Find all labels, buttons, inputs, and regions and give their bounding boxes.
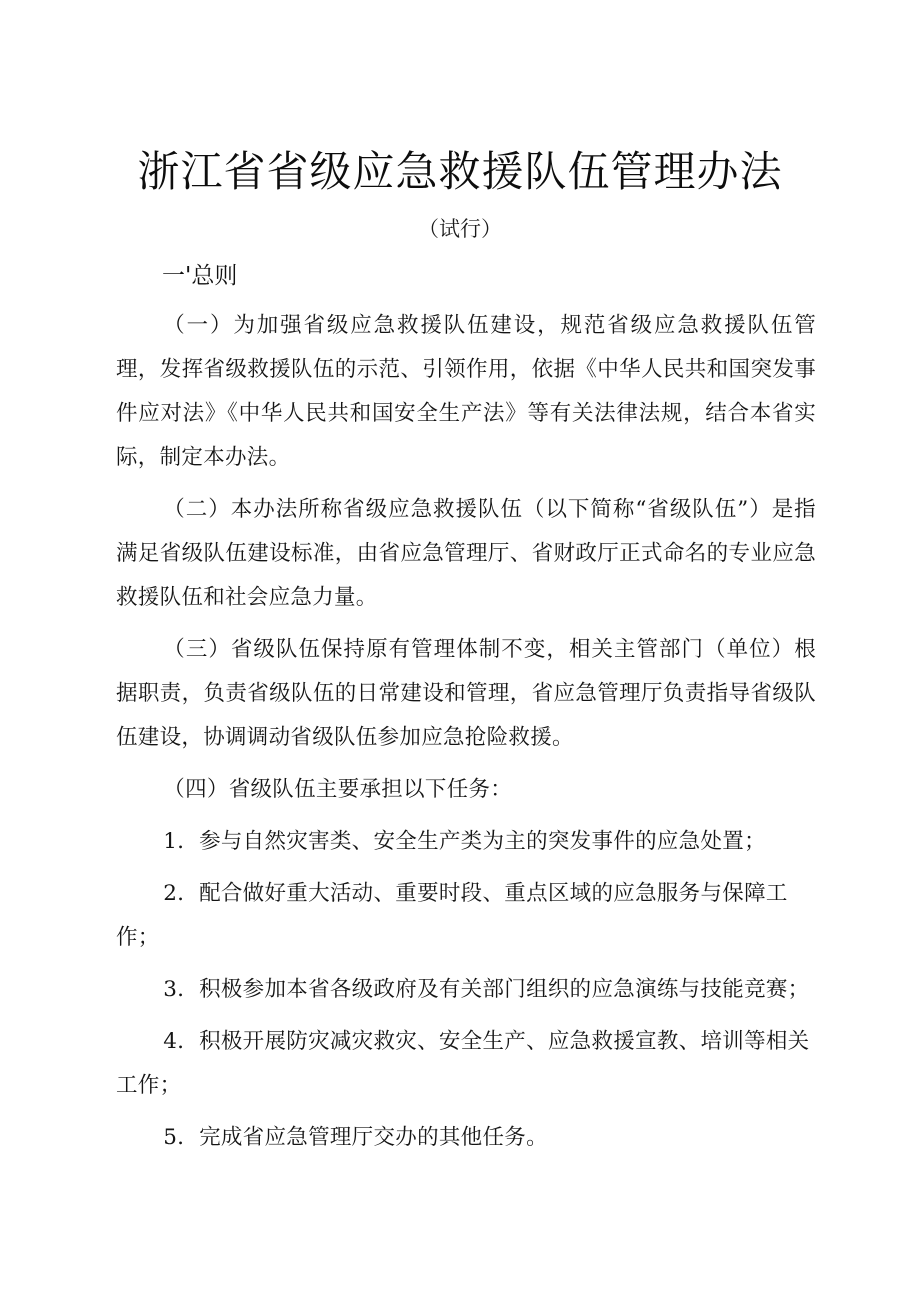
list-item-2: 2．配合做好重大活动、重要时段、重点区域的应急服务与保障工作； (116, 881, 788, 950)
list-item-5: 5．完成省应急管理厅交办的其他任务。 (163, 1125, 548, 1150)
list-item-4: 4．积极开展防灾减灾救灾、安全生产、应急救援宣教、培训等相关工作； (116, 1029, 810, 1098)
list-item-1: 1．参与自然灾害类、安全生产类为主的突发事件的应急处置； (163, 829, 766, 854)
paragraph-4: （四）省级队伍主要承担以下任务： (163, 777, 513, 802)
list-item-3: 3．积极参加本省各级政府及有关部门组织的应急演练与技能竞赛； (163, 977, 810, 1002)
document-subtitle: （试行） (418, 217, 502, 241)
paragraph-1: （一）为加强省级应急救援队伍建设，规范省级应急救援队伍管理，发挥省级救援队伍的示范、引领作用，依据《中华人民共和国突发事件应对法》《中华人民共和国安全生产法》等有关法律法规，结合本省实际，制定本办法。 (116, 313, 816, 470)
section-heading: 一'总则 (162, 263, 238, 289)
document-title: 浙江省省级应急救援队伍管理办法 (137, 147, 783, 196)
document-body (116, 304, 816, 1168)
paragraph-2: （二）本办法所称省级应急救援队伍（以下简称“省级队伍”）是指满足省级队伍建设标准，由省应急管理厅、省财政厅正式命名的专业应急救援队伍和社会应急力量。 (116, 497, 816, 610)
paragraph-3: （三）省级队伍保持原有管理体制不变，相关主管部门（单位）根据职责，负责省级队伍的日常建设和管理，省应急管理厅负责指导省级队伍建设，协调调动省级队伍参加应急抢险救援。 (116, 637, 816, 750)
